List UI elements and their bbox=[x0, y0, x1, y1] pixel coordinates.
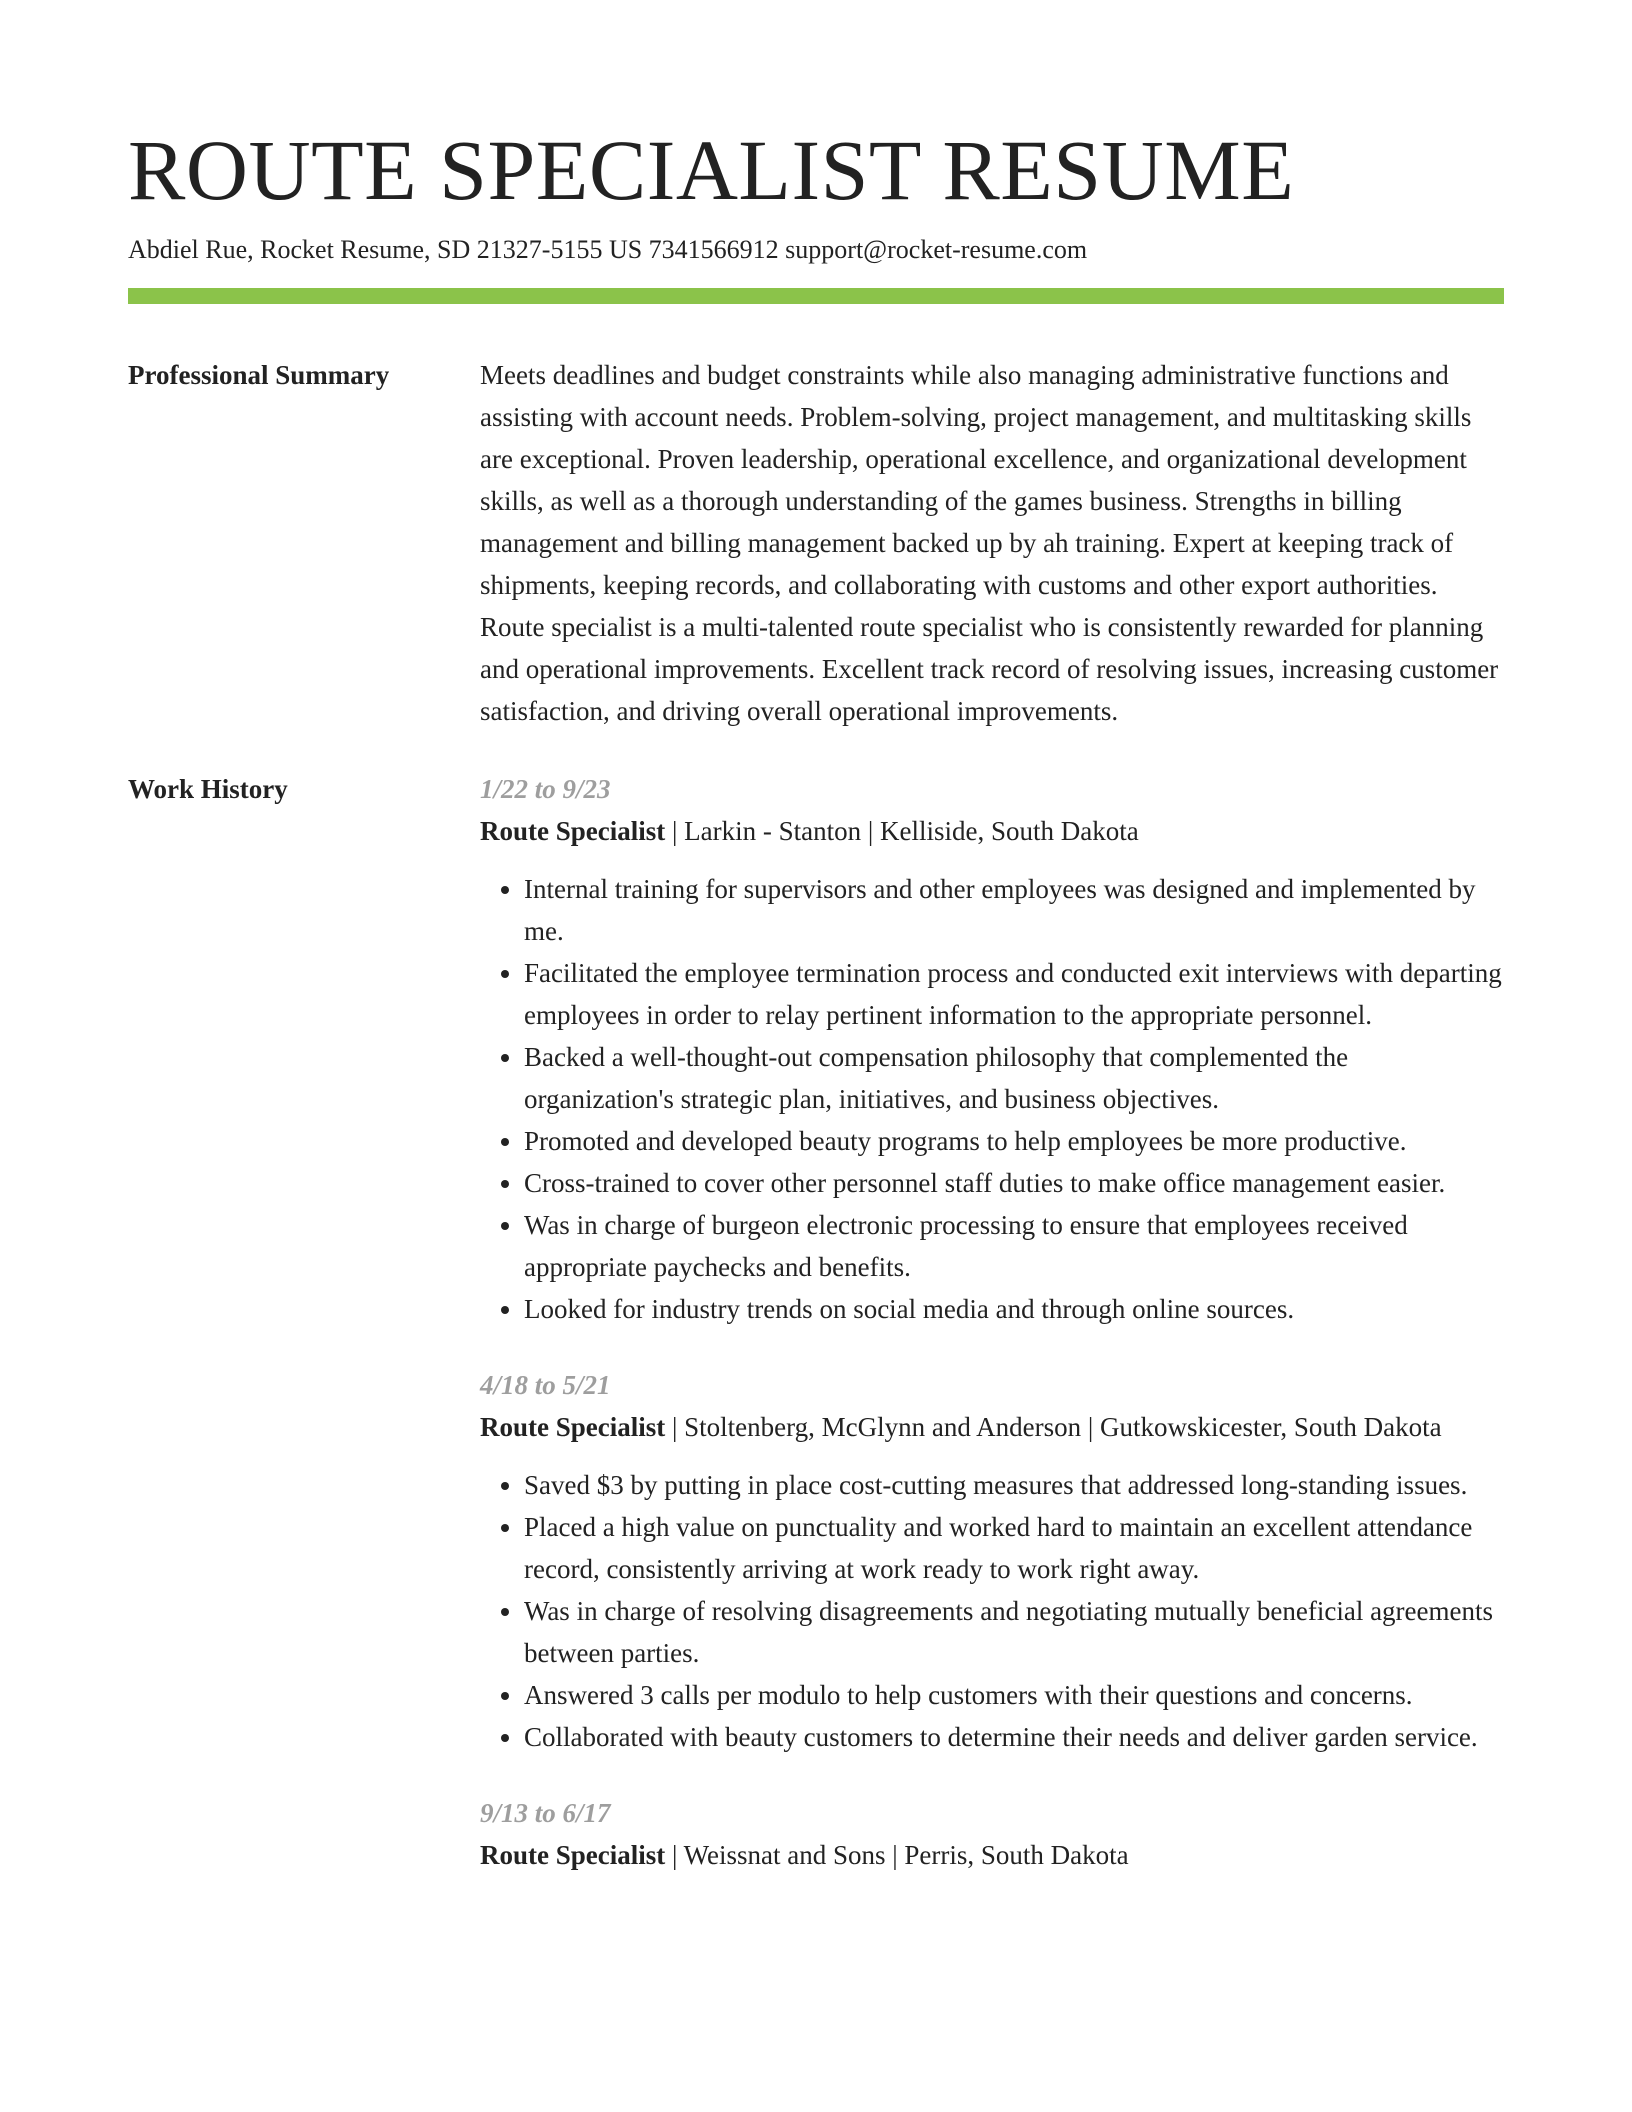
section-label-summary: Professional Summary bbox=[128, 360, 390, 390]
job-bullet: • Cross-trained to cover other personnel staff duties to make office management easier. bbox=[524, 1162, 1504, 1204]
job-dates: 1/22 to 9/23 bbox=[480, 774, 611, 804]
job-dates: 4/18 to 5/21 bbox=[480, 1370, 611, 1400]
job-title: Route Specialist bbox=[480, 1412, 666, 1442]
professional-summary-section bbox=[128, 354, 1504, 732]
resume-title: ROUTE SPECIALIST RESUME bbox=[128, 122, 1295, 218]
job-dates: 9/13 to 6/17 bbox=[480, 1798, 611, 1828]
summary-body bbox=[480, 354, 1504, 732]
job-entry bbox=[480, 1364, 1504, 1758]
job-title: Route Specialist bbox=[480, 1840, 666, 1870]
resume-page bbox=[128, 120, 1504, 1910]
job-bullet: • Internal training for supervisors and other employees was designed and implemented by me. bbox=[524, 868, 1504, 952]
job-entry bbox=[480, 768, 1504, 1330]
job-entry bbox=[480, 1792, 1504, 1876]
job-heading bbox=[480, 1834, 1504, 1876]
job-heading bbox=[480, 1406, 1504, 1448]
section-label-work-history: Work History bbox=[128, 774, 288, 804]
header-divider bbox=[128, 288, 1504, 304]
contact-info: Abdiel Rue, Rocket Resume, SD 21327-5155 US 7341566912 support@rocket-resume.com bbox=[128, 235, 1088, 264]
work-history-body bbox=[480, 768, 1504, 1910]
job-bullet-list bbox=[480, 868, 1504, 1330]
job-title: Route Specialist bbox=[480, 816, 666, 846]
job-bullet: • Facilitated the employee termination process and conducted exit interviews with departing employees in order to relay pertinent information to the appropriate personnel. bbox=[524, 952, 1504, 1036]
summary-text: Meets deadlines and budget constraints while also managing administrative functions and assisting with account needs. Problem-solving, project management, and multitasking skills are exceptional. Proven leadership, operational excellence, and organizational development skills, as well as a thorough understanding of the games business. Strengths in billing management and billing management backed up by ah training. Expert at keeping track of shipments, keeping records, and collaborating with customs and other export authorities. Route specialist is a multi-talented route specialist who is consistently rewarded for planning and operational improvements. Excellent track record of resolving issues, increasing customer satisfaction, and driving overall operational improvements. bbox=[480, 360, 1499, 726]
job-employer-location: | Weissnat and Sons | Perris, South Dakota bbox=[665, 1840, 1129, 1870]
job-bullet: • Placed a high value on punctuality and worked hard to maintain an excellent attendance record, consistently arriving at work ready to work right away. bbox=[524, 1506, 1504, 1590]
job-bullet-list bbox=[480, 1464, 1504, 1758]
job-bullet: • Answered 3 calls per modulo to help customers with their questions and concerns. bbox=[524, 1674, 1504, 1716]
job-bullet: • Was in charge of burgeon electronic processing to ensure that employees received appropriate paychecks and benefits. bbox=[524, 1204, 1504, 1288]
job-bullet: • Saved $3 by putting in place cost-cutting measures that addressed long-standing issues. bbox=[524, 1464, 1504, 1506]
job-bullet: • Collaborated with beauty customers to determine their needs and deliver garden service. bbox=[524, 1716, 1504, 1758]
job-employer-location: | Stoltenberg, McGlynn and Anderson | Gutkowskicester, South Dakota bbox=[665, 1412, 1442, 1442]
job-heading bbox=[480, 810, 1504, 852]
work-history-section bbox=[128, 768, 1504, 1910]
job-bullet: • Was in charge of resolving disagreements and negotiating mutually beneficial agreements between parties. bbox=[524, 1590, 1504, 1674]
job-bullet: • Backed a well-thought-out compensation philosophy that complemented the organization's strategic plan, initiatives, and business objectives. bbox=[524, 1036, 1504, 1120]
job-bullet: • Promoted and developed beauty programs to help employees be more productive. bbox=[524, 1120, 1504, 1162]
job-employer-location: | Larkin - Stanton | Kelliside, South Dakota bbox=[665, 816, 1139, 846]
job-bullet: • Looked for industry trends on social media and through online sources. bbox=[524, 1288, 1504, 1330]
